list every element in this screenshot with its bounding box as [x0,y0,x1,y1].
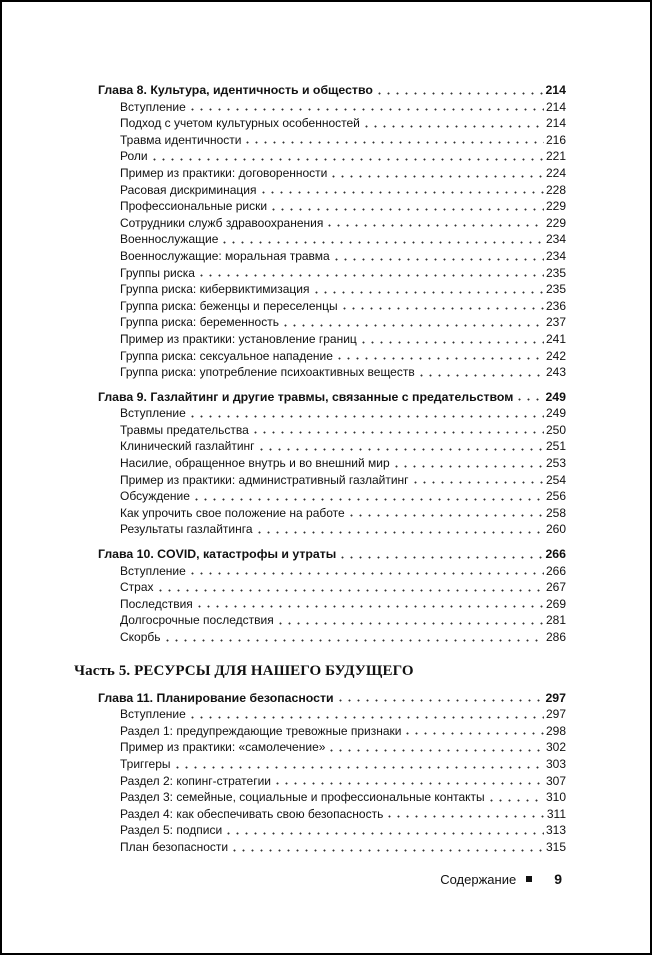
dot-leader [163,639,544,642]
toc-entry-page: 236 [545,298,566,313]
toc-entry-page: 234 [545,248,566,263]
dot-leader [220,241,544,244]
chapter-heading-page: 214 [545,83,566,97]
dot-leader [359,341,544,344]
dot-leader [329,175,544,178]
toc-entry-page: 235 [545,282,566,297]
toc-entry-title: Травмы предательства [120,422,249,437]
toc-entry[interactable] [98,596,566,613]
toc-entry[interactable] [98,438,566,455]
dot-leader [192,498,544,501]
dot-leader [392,465,544,468]
toc-entry[interactable] [98,706,566,723]
chapter-heading-title: Глава 8. Культура, идентичность и общество [98,83,373,97]
toc-entry[interactable] [98,148,566,165]
toc-entry-title: Пример из практики: административный газлайтинг [120,472,409,487]
toc-entry[interactable] [98,364,566,381]
toc-entry[interactable] [98,198,566,215]
toc-entry-title: Пример из практики: установление границ [120,331,357,346]
dot-leader [327,749,544,752]
dot-leader [251,431,544,434]
toc-entry-title: Пример из практики: «самолечение» [120,740,326,755]
toc-entry-page: 253 [545,456,566,471]
toc-entry-page: 237 [545,315,566,330]
toc-entry-title: Травма идентичности [120,132,242,147]
dot-leader [188,415,544,418]
toc-entry[interactable] [98,331,566,348]
dot-leader [195,605,544,608]
dot-leader [269,208,544,211]
toc-entry[interactable] [98,723,566,740]
page-footer [440,871,562,887]
footer-square-bullet [526,876,532,882]
toc-entry[interactable] [98,505,566,522]
toc-entry[interactable] [98,115,566,132]
toc-entry[interactable] [98,521,566,538]
toc-entry-page: 229 [545,215,566,230]
toc-entry-title: Результаты газлайтинга [120,522,253,537]
toc-entry-page: 269 [545,596,566,611]
toc-entry[interactable] [98,563,566,580]
toc-entry-page: 241 [545,331,566,346]
table-of-contents [74,82,566,856]
toc-entry[interactable] [98,314,566,331]
dot-leader [197,274,544,277]
dot-leader [259,191,544,194]
dot-leader [312,291,544,294]
toc-entry-page: 307 [545,773,566,788]
toc-entry-title: Вступление [120,707,186,722]
toc-entry-page: 303 [545,756,566,771]
toc-entry[interactable] [98,405,566,422]
toc-entry[interactable] [98,739,566,756]
chapter-heading-page: 266 [545,547,566,562]
toc-entry-title: Сотрудники служб здравоохранения [120,215,324,230]
toc-entry-title: Группа риска: употребление психоактивных веществ [120,365,415,380]
toc-entry-page: 214 [545,99,566,114]
spacer [98,646,566,660]
dot-leader [188,108,544,111]
dot-leader [230,849,544,852]
toc-entry-page: 267 [545,580,566,595]
toc-entry-page: 310 [545,790,566,805]
toc-entry-title: Долгосрочные последствия [120,613,274,628]
dot-leader [173,766,544,769]
toc-entry[interactable] [98,422,566,439]
toc-entry-page: 256 [545,489,566,504]
toc-entry-title: Расовая дискриминация [120,182,257,197]
toc-entry-page: 302 [545,740,566,755]
toc-entry-page: 216 [545,132,566,147]
toc-entry[interactable] [98,822,566,839]
toc-entry-title: Насилие, обращенное внутрь и во внешний мир [120,456,390,471]
toc-entry-title: Группа риска: беженцы и переселенцы [120,298,338,313]
toc-entry-title: Раздел 1: предупреждающие тревожные признаки [120,723,402,738]
toc-entry-page: 250 [545,422,566,437]
toc-entry-title: Профессиональные риски [120,199,268,214]
toc-entry[interactable] [98,348,566,365]
toc-entry-title: Вступление [120,99,186,114]
toc-entry-title: Роли [120,149,148,164]
part-heading: Часть 5. РЕСУРСЫ ДЛЯ НАШЕГО БУДУЩЕГО [74,662,414,679]
dot-leader [188,716,544,719]
toc-entry-page: 315 [545,839,566,854]
dot-leader [276,622,544,625]
toc-entry-title: План безопасности [120,839,229,854]
toc-entry-page: 228 [545,182,566,197]
spacer [98,381,566,389]
spacer [98,682,566,690]
toc-entry-title: Раздел 3: семейные, социальные и профессиональные контакты [120,790,485,805]
toc-entry-title: Пример из практики: договоренности [120,165,328,180]
toc-entry-title: Подход с учетом культурных особенностей [120,116,360,131]
toc-entry[interactable] [98,629,566,646]
footer-label: Содержание [440,871,517,887]
toc-entry[interactable] [98,265,566,282]
chapter-heading-title: Глава 11. Планирование безопасности [98,690,334,705]
toc-entry-page: 235 [545,265,566,280]
toc-entry-page: 260 [545,522,566,537]
dot-leader [411,481,544,484]
chapter-heading-page: 249 [545,389,566,404]
dot-leader [335,357,544,360]
spacer [98,538,566,546]
toc-entry-page: 221 [545,149,566,164]
chapter-heading[interactable] [98,546,566,563]
toc-entry-page: 214 [545,116,566,131]
dot-leader [243,141,544,144]
dot-leader [325,224,544,227]
toc-entry[interactable] [98,789,566,806]
chapter-heading-title: Глава 10. COVID, катастрофы и утраты [98,547,337,562]
toc-entry-title: Обсуждение [120,489,190,504]
toc-entry-title: Последствия [120,596,193,611]
toc-entry[interactable] [98,298,566,315]
toc-entry-page: 311 [546,806,566,821]
dot-leader [385,815,545,818]
toc-entry-title: Группа риска: кибервиктимизация [120,282,310,297]
toc-entry-title: Скорбь [120,630,161,644]
dot-leader [156,589,544,592]
toc-entry-page: 281 [545,613,566,628]
dot-leader [362,125,544,128]
dot-leader [150,158,544,161]
dot-leader [224,832,544,835]
dot-leader [332,258,544,261]
toc-entry-title: Клинический газлайтинг [120,439,255,454]
toc-entry[interactable] [98,488,566,505]
toc-entry-page: 298 [545,723,566,738]
toc-entry[interactable] [98,579,566,596]
dot-leader [340,307,544,310]
chapter-heading[interactable] [98,389,566,406]
page-number: 9 [554,871,562,887]
dot-leader [417,374,544,377]
toc-entry-title: Триггеры [120,756,171,771]
toc-entry-title: Вступление [120,563,186,578]
toc-entry-title: Как упрочить свое положение на работе [120,505,345,520]
toc-entry-page: 224 [545,165,566,180]
toc-entry-page: 297 [545,707,566,722]
toc-entry[interactable] [98,472,566,489]
toc-entry-page: 242 [545,348,566,363]
toc-entry-title: Раздел 5: подписи [120,823,223,838]
toc-entry-title: Группы риска [120,265,195,280]
toc-entry-page: 286 [545,630,566,644]
toc-entry[interactable] [98,165,566,182]
toc-entry-title: Военнослужащие: моральная травма [120,248,330,263]
dot-leader [255,531,544,534]
toc-entry-page: 258 [545,505,566,520]
toc-entry-title: Страх [120,580,154,595]
chapter-heading[interactable] [98,690,566,707]
chapter-heading-title: Глава 9. Газлайтинг и другие травмы, связанные с предательством [98,389,514,404]
toc-entry-page: 266 [545,563,566,578]
toc-entry-page: 313 [545,823,566,838]
dot-leader [515,398,543,401]
dot-leader [403,732,544,735]
dot-leader [347,514,544,517]
toc-entry[interactable] [98,806,566,823]
dot-leader [487,799,544,802]
toc-entry-page: 229 [545,199,566,214]
dot-leader [375,92,544,95]
toc-entry[interactable] [98,182,566,199]
toc-entry-title: Военнослужащие [120,232,219,247]
toc-entry[interactable] [98,455,566,472]
toc-entry[interactable] [98,99,566,116]
toc-entry-page: 249 [545,406,566,421]
dot-leader [257,448,544,451]
toc-entry-page: 243 [545,365,566,380]
toc-entry-page: 234 [545,232,566,247]
dot-leader [338,556,543,559]
toc-entry[interactable] [98,756,566,773]
dot-leader [336,699,544,702]
toc-entry-title: Группа риска: беременность [120,315,279,330]
toc-entry[interactable] [98,231,566,248]
toc-entry-title: Раздел 4: как обеспечивать свою безопасность [120,806,384,821]
chapter-heading[interactable] [98,82,566,99]
toc-entry[interactable] [98,132,566,149]
toc-entry[interactable] [98,612,566,629]
dot-leader [281,324,544,327]
toc-entry[interactable] [98,773,566,790]
toc-entry[interactable] [98,248,566,265]
toc-entry[interactable] [98,839,566,856]
chapter-heading-page: 297 [545,690,566,705]
toc-entry[interactable] [98,215,566,232]
toc-entry-title: Раздел 2: копинг-стратегии [120,773,271,788]
toc-entry[interactable] [98,281,566,298]
toc-entry-title: Группа риска: сексуальное нападение [120,348,333,363]
toc-entry-title: Вступление [120,406,186,421]
toc-entry-page: 251 [545,439,566,454]
toc-entry-page: 254 [545,472,566,487]
dot-leader [273,782,544,785]
dot-leader [188,572,544,575]
